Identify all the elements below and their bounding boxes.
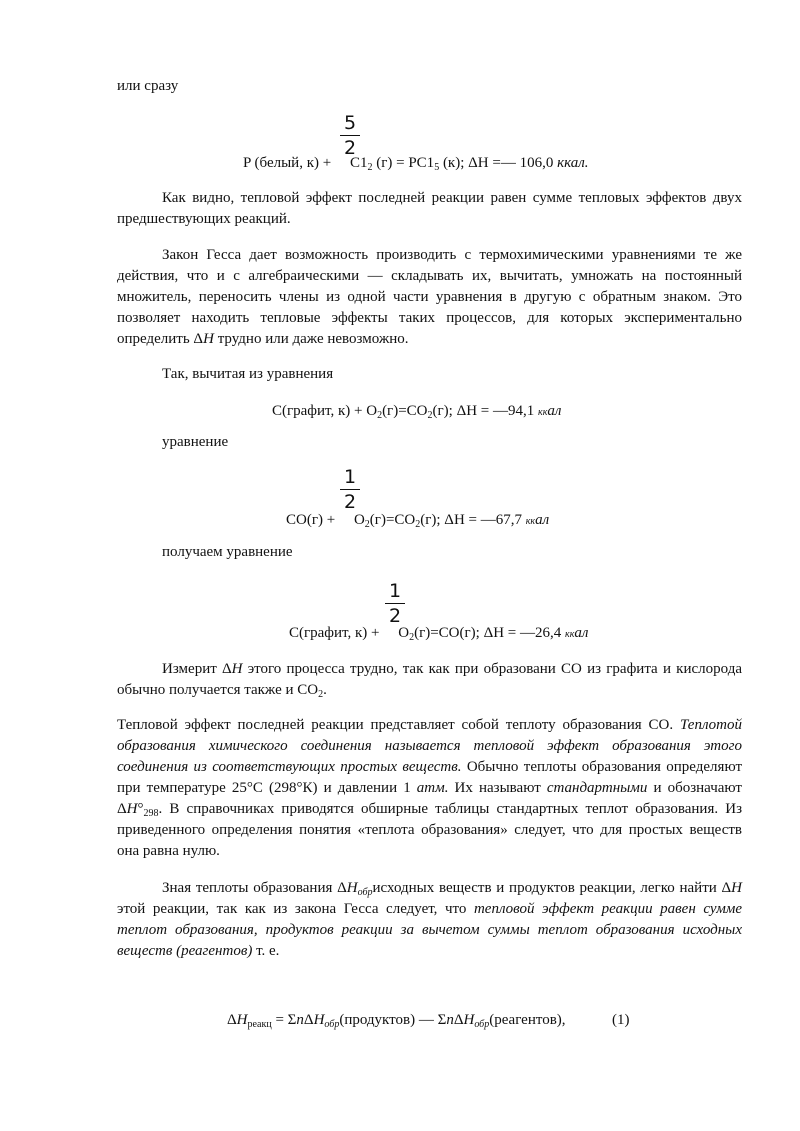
paragraph-2 bbox=[117, 245, 742, 350]
eq1-cl-sub: 2 bbox=[367, 162, 373, 173]
fraction-denominator: 2 bbox=[343, 491, 357, 513]
f-H2: H bbox=[463, 1012, 475, 1028]
fraction-denominator: 2 bbox=[388, 605, 402, 627]
fraction-numerator: 1 bbox=[343, 466, 357, 488]
f-n2: n bbox=[446, 1012, 454, 1028]
fraction-bar bbox=[340, 135, 360, 136]
p3-text-a: Измерит Δ bbox=[162, 661, 232, 677]
p5-a: Зная теплоты образования Δ bbox=[162, 880, 347, 896]
eq2-unit: ал bbox=[547, 403, 562, 419]
p4-H: H bbox=[126, 801, 138, 817]
eq2-b: (г)=CO bbox=[382, 403, 428, 419]
paragraph-3 bbox=[117, 659, 742, 701]
p4-c: Их называют bbox=[448, 780, 547, 796]
f-H: H bbox=[236, 1012, 248, 1028]
f-H1: H bbox=[313, 1012, 325, 1028]
equation-2 bbox=[272, 403, 561, 420]
text-poluchaem: получаем уравнение bbox=[162, 544, 293, 560]
f-n1: n bbox=[296, 1012, 304, 1028]
eq1-mid: (г) = PC1 bbox=[376, 155, 435, 171]
p4-definition: Теплотой образования химического соединения называется тепловой эффект образования этого соединения из соответствующих простых веществ. bbox=[117, 717, 742, 775]
p5-H: H bbox=[346, 880, 358, 896]
f-obr1: обр bbox=[324, 1019, 340, 1030]
paragraph-5 bbox=[117, 878, 742, 962]
paragraph-4 bbox=[117, 715, 742, 862]
fraction-1-2 bbox=[340, 466, 360, 513]
eq3-s1: 2 bbox=[364, 519, 370, 530]
f-eq: = Σ bbox=[271, 1012, 297, 1028]
fraction-numerator: 1 bbox=[388, 580, 402, 602]
formula-1 bbox=[227, 1012, 566, 1029]
equation-3 bbox=[286, 512, 549, 529]
p5-hess-statement: тепловой эффект реакции равен сумме теплот образования, продуктов реакции за вычетом суммы теплот образования исходных веществ (реагентов) bbox=[117, 901, 742, 959]
eq3-s2: 2 bbox=[415, 519, 421, 530]
p5-obr: обр bbox=[357, 887, 373, 898]
p4-deg: ° bbox=[137, 801, 144, 817]
eq4-unit-small: кк bbox=[565, 629, 575, 640]
eq2-a: С(графит, к) + O bbox=[272, 403, 378, 419]
eq2-unit-small: кк bbox=[538, 407, 548, 418]
p4-std: стандартными bbox=[546, 780, 648, 796]
eq3-unit-small: кк bbox=[525, 516, 536, 527]
fraction-denominator: 2 bbox=[343, 137, 357, 159]
eq4-s1: 2 bbox=[409, 632, 415, 643]
eq2-c: (г); ΔH = —94,1 bbox=[432, 403, 539, 419]
f-prod: (продуктов) — Σ bbox=[339, 1012, 447, 1028]
p3-text-c: . bbox=[323, 682, 327, 698]
eq4-c: (г)=CO(г); ΔH = —26,4 bbox=[414, 625, 566, 641]
p3-H: H bbox=[231, 661, 243, 677]
paragraph-1: Как видно, тепловой эффект последней реакции равен сумме тепловых эффектов двух предшествующих реакций. bbox=[117, 190, 742, 227]
p4-a: Тепловой эффект последней реакции представляет собой теплоту образования CO. bbox=[117, 717, 680, 733]
p5-H2: H bbox=[731, 880, 743, 896]
text-uravnenie: уравнение bbox=[162, 434, 229, 450]
f-delta: Δ bbox=[227, 1012, 237, 1028]
p4-b: Обычно теплоты образования определяют при температуре 25°С (298°К) и давлении 1 bbox=[117, 759, 743, 796]
p3-sub: 2 bbox=[318, 689, 324, 700]
eq1-cl: C1 bbox=[349, 155, 368, 171]
p4-e: . В справочниках приводятся обширные таблицы стандартных теплот образования. Из приведенного определения понятия «теплота образования» следует, что для простых веществ она равна нулю. bbox=[117, 801, 742, 859]
p4-atm: атм. bbox=[416, 780, 449, 796]
p2-H: H bbox=[203, 331, 214, 347]
eq2-s1: 2 bbox=[377, 410, 383, 421]
fraction-numerator: 5 bbox=[343, 112, 357, 134]
p4-d: и обозначают Δ bbox=[117, 780, 742, 817]
text-ili-srazu: или сразу bbox=[117, 78, 179, 94]
eq4-unit: ал bbox=[574, 625, 589, 641]
eq1-unit: ккал. bbox=[557, 155, 589, 171]
eq4-a: С(графит, к) + bbox=[289, 625, 380, 641]
eq3-unit: ал bbox=[535, 512, 550, 528]
eq3-b: O bbox=[353, 512, 365, 528]
p2-text-b: трудно или даже невозможно. bbox=[213, 331, 409, 347]
eq1-rest: (к); ΔH =— 106,0 bbox=[442, 155, 554, 171]
p4-sub298: 298 bbox=[143, 808, 159, 819]
text-tak: Так, вычитая из уравнения bbox=[162, 366, 334, 382]
eq1-mid-sub: 5 bbox=[434, 162, 440, 173]
fraction-1-2-b bbox=[385, 580, 405, 627]
p5-d: т. е. bbox=[252, 943, 280, 959]
fraction-bar bbox=[385, 603, 405, 604]
eq4-b: O bbox=[398, 625, 410, 641]
f-reag: (реагентов), bbox=[489, 1012, 566, 1028]
p5-c: этой реакции, так как из закона Гесса следует, что bbox=[117, 901, 474, 917]
equation-4 bbox=[289, 625, 588, 642]
fraction-bar bbox=[340, 489, 360, 490]
eq3-d: (г); ΔH = —67,7 bbox=[420, 512, 526, 528]
eq3-a: CO(г) + bbox=[286, 512, 336, 528]
p3-text-b: этого процесса трудно, так как при образовани CO из графита и кислорода обычно получается также и CO bbox=[117, 661, 742, 698]
p2-text-a: Закон Гесса дает возможность производить с термохимическими уравнениями те же действия, что и с алгебраическими — складывать их, вычитать, умножать на постоянный множитель, переносить члены из одной части уравнения в другую с обратным знаком. Это позволяет находить тепловые эффекты таких процессов, для которых экспериментально определить Δ bbox=[117, 247, 742, 347]
eq3-c: (г)=CO bbox=[369, 512, 416, 528]
f-d2: Δ bbox=[453, 1012, 464, 1028]
equation-1 bbox=[243, 155, 589, 172]
eq1-left: P (белый, к) + bbox=[243, 155, 332, 171]
fraction-5-2 bbox=[340, 112, 360, 159]
formula-number: (1) bbox=[612, 1012, 630, 1028]
f-obr2: обр bbox=[474, 1019, 490, 1030]
f-reakc: реакц bbox=[247, 1019, 272, 1030]
f-d1: Δ bbox=[303, 1012, 314, 1028]
eq2-s2: 2 bbox=[427, 410, 433, 421]
p5-b: исходных веществ и продуктов реакции, легко найти Δ bbox=[372, 880, 732, 896]
